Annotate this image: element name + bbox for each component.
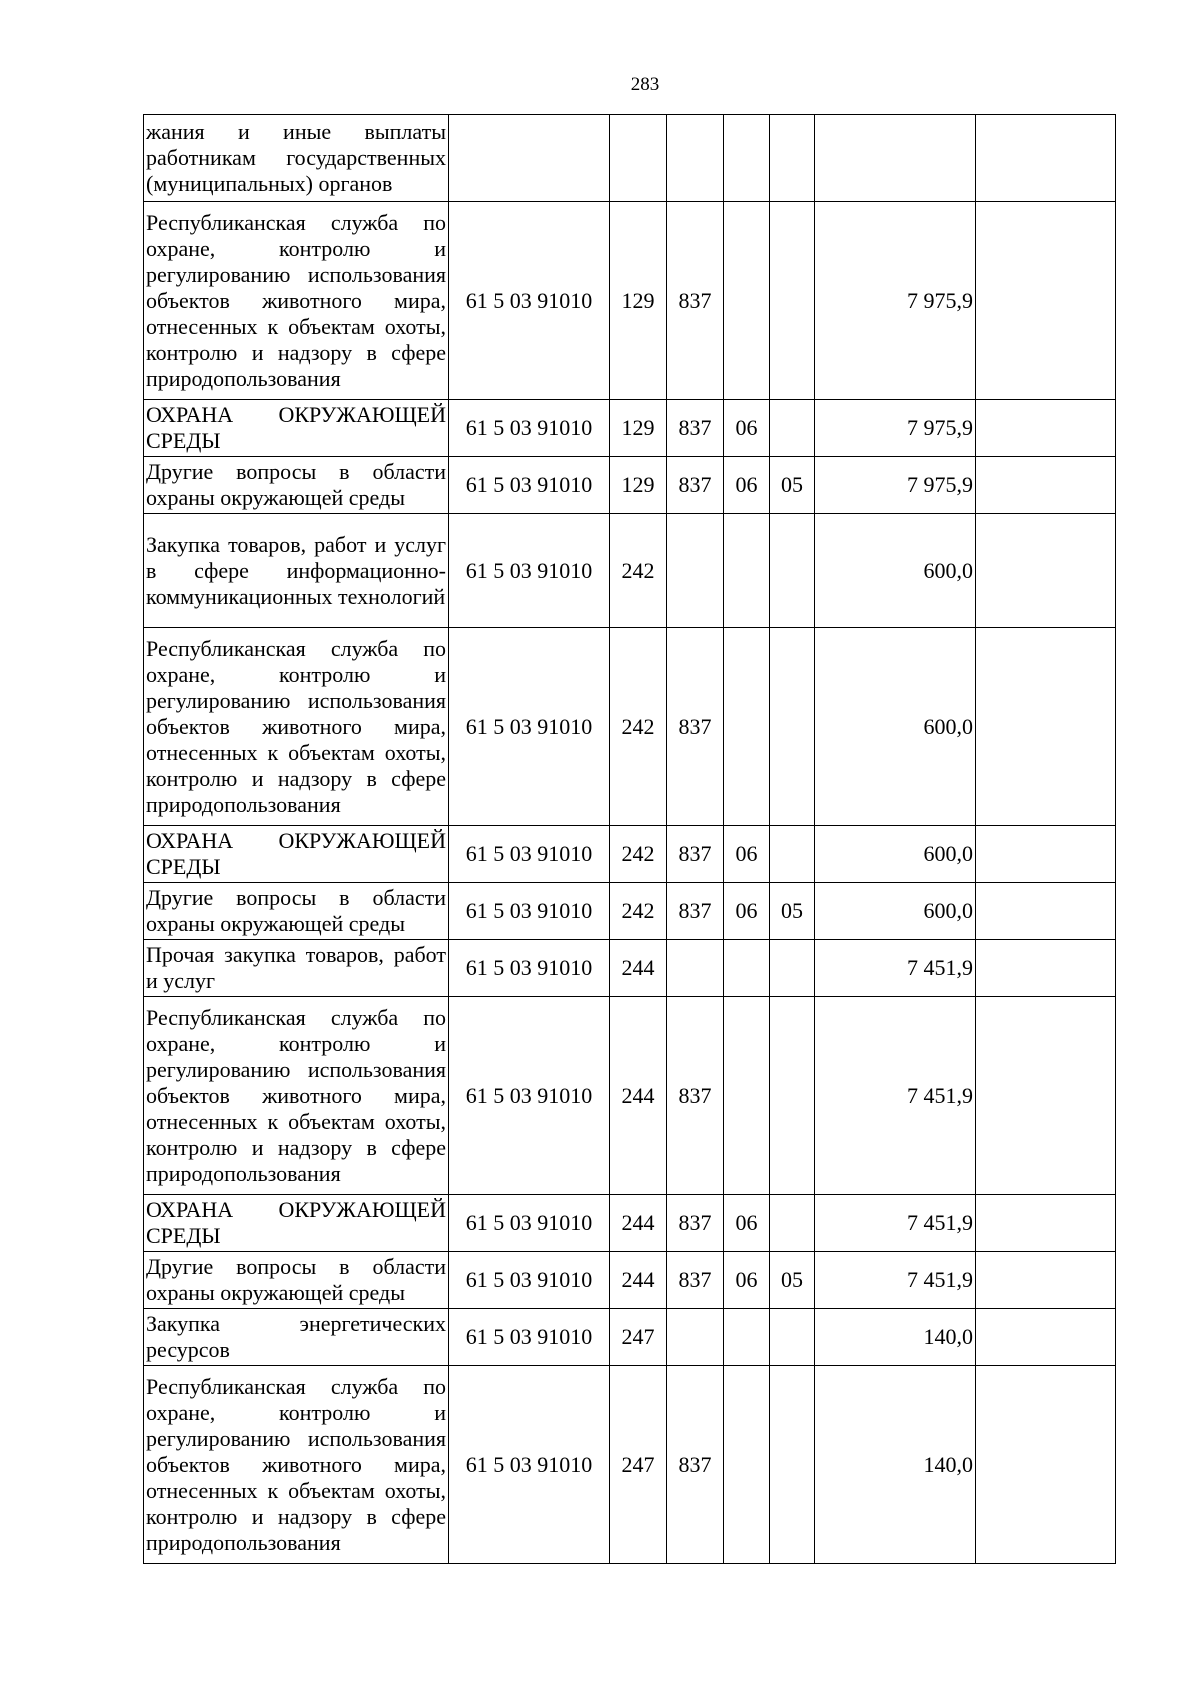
table-row [144, 1195, 1116, 1252]
row-amount-cell: 600,0 [815, 883, 976, 940]
row-amount-cell: 7 451,9 [815, 1252, 976, 1309]
row-name-cell: жания и иные выплаты работникам государственных (муниципальных) органов [144, 115, 449, 202]
row-amount-cell: 600,0 [815, 514, 976, 628]
row-amount-cell: 600,0 [815, 826, 976, 883]
row-name-cell: Другие вопросы в области охраны окружающей среды [144, 457, 449, 514]
row-ministry-cell: 837 [667, 997, 724, 1195]
row-section-cell [724, 628, 770, 826]
table-row [144, 400, 1116, 457]
row-name-cell: Республиканская служба по охране, контролю и регулированию использования объектов животного мира, отнесенных к объектам охоты, контролю и надзору в сфере природопользования [144, 1366, 449, 1564]
row-ministry-cell [667, 940, 724, 997]
row-expense-type-cell: 244 [610, 940, 667, 997]
row-section-cell: 06 [724, 1252, 770, 1309]
row-target-article-cell: 61 5 03 91010 [449, 202, 610, 400]
table-row [144, 940, 1116, 997]
row-extra-cell [976, 997, 1116, 1195]
row-expense-type-cell: 244 [610, 1195, 667, 1252]
row-subsection-cell: 05 [770, 1252, 815, 1309]
row-name-cell: ОХРАНА ОКРУЖАЮЩЕЙ СРЕДЫ [144, 1195, 449, 1252]
row-section-cell: 06 [724, 1195, 770, 1252]
row-ministry-cell: 837 [667, 1252, 724, 1309]
row-amount-cell: 7 975,9 [815, 400, 976, 457]
row-expense-type-cell: 244 [610, 1252, 667, 1309]
row-extra-cell [976, 883, 1116, 940]
row-amount-cell: 7 451,9 [815, 1195, 976, 1252]
table-row [144, 202, 1116, 400]
row-target-article-cell: 61 5 03 91010 [449, 1366, 610, 1564]
row-ministry-cell [667, 514, 724, 628]
row-ministry-cell: 837 [667, 628, 724, 826]
row-ministry-cell: 837 [667, 1366, 724, 1564]
row-extra-cell [976, 940, 1116, 997]
row-expense-type-cell: 129 [610, 457, 667, 514]
row-target-article-cell: 61 5 03 91010 [449, 940, 610, 997]
row-target-article-cell: 61 5 03 91010 [449, 628, 610, 826]
row-extra-cell [976, 457, 1116, 514]
row-expense-type-cell: 242 [610, 514, 667, 628]
row-extra-cell [976, 514, 1116, 628]
row-section-cell [724, 202, 770, 400]
row-section-cell [724, 940, 770, 997]
row-ministry-cell [667, 115, 724, 202]
table-row [144, 883, 1116, 940]
row-amount-cell: 140,0 [815, 1366, 976, 1564]
row-subsection-cell: 05 [770, 883, 815, 940]
row-section-cell [724, 997, 770, 1195]
row-section-cell: 06 [724, 826, 770, 883]
row-expense-type-cell: 242 [610, 883, 667, 940]
row-subsection-cell [770, 997, 815, 1195]
row-name-cell: ОХРАНА ОКРУЖАЮЩЕЙ СРЕДЫ [144, 400, 449, 457]
row-ministry-cell: 837 [667, 457, 724, 514]
row-target-article-cell: 61 5 03 91010 [449, 1252, 610, 1309]
row-subsection-cell [770, 400, 815, 457]
row-amount-cell: 7 975,9 [815, 202, 976, 400]
row-section-cell [724, 115, 770, 202]
row-name-cell: Прочая закупка товаров, работ и услуг [144, 940, 449, 997]
row-subsection-cell [770, 1195, 815, 1252]
row-expense-type-cell: 247 [610, 1309, 667, 1366]
table-row [144, 1309, 1116, 1366]
row-extra-cell [976, 628, 1116, 826]
row-expense-type-cell: 242 [610, 628, 667, 826]
row-subsection-cell [770, 1309, 815, 1366]
row-ministry-cell: 837 [667, 400, 724, 457]
row-target-article-cell: 61 5 03 91010 [449, 997, 610, 1195]
row-extra-cell [976, 202, 1116, 400]
row-extra-cell [976, 1252, 1116, 1309]
row-section-cell: 06 [724, 457, 770, 514]
row-amount-cell: 7 451,9 [815, 940, 976, 997]
table-row [144, 115, 1116, 202]
budget-table [143, 114, 1116, 1564]
table-row [144, 997, 1116, 1195]
row-target-article-cell [449, 115, 610, 202]
row-name-cell: Республиканская служба по охране, контролю и регулированию использования объектов животного мира, отнесенных к объектам охоты, контролю и надзору в сфере природопользования [144, 997, 449, 1195]
row-section-cell: 06 [724, 400, 770, 457]
row-section-cell [724, 1366, 770, 1564]
row-extra-cell [976, 826, 1116, 883]
row-ministry-cell [667, 1309, 724, 1366]
row-expense-type-cell: 129 [610, 202, 667, 400]
row-target-article-cell: 61 5 03 91010 [449, 883, 610, 940]
table-row [144, 1366, 1116, 1564]
row-name-cell: Республиканская служба по охране, контролю и регулированию использования объектов животного мира, отнесенных к объектам охоты, контролю и надзору в сфере природопользования [144, 628, 449, 826]
row-subsection-cell [770, 826, 815, 883]
row-name-cell: Закупка энергетических ресурсов [144, 1309, 449, 1366]
row-section-cell: 06 [724, 883, 770, 940]
row-expense-type-cell: 242 [610, 826, 667, 883]
row-expense-type-cell: 129 [610, 400, 667, 457]
table-row [144, 1252, 1116, 1309]
table-row [144, 514, 1116, 628]
row-ministry-cell: 837 [667, 1195, 724, 1252]
table-row [144, 457, 1116, 514]
row-amount-cell [815, 115, 976, 202]
row-ministry-cell: 837 [667, 826, 724, 883]
row-extra-cell [976, 1309, 1116, 1366]
row-name-cell: Закупка товаров, работ и услуг в сфере информационно-коммуникационных технологий [144, 514, 449, 628]
row-name-cell: ОХРАНА ОКРУЖАЮЩЕЙ СРЕДЫ [144, 826, 449, 883]
row-amount-cell: 7 451,9 [815, 997, 976, 1195]
row-amount-cell: 140,0 [815, 1309, 976, 1366]
row-extra-cell [976, 115, 1116, 202]
row-target-article-cell: 61 5 03 91010 [449, 826, 610, 883]
row-extra-cell [976, 1366, 1116, 1564]
row-ministry-cell: 837 [667, 883, 724, 940]
page-number: 283 [630, 74, 660, 95]
row-amount-cell: 7 975,9 [815, 457, 976, 514]
row-subsection-cell [770, 1366, 815, 1564]
row-extra-cell [976, 1195, 1116, 1252]
row-target-article-cell: 61 5 03 91010 [449, 1195, 610, 1252]
row-target-article-cell: 61 5 03 91010 [449, 457, 610, 514]
table-row [144, 628, 1116, 826]
row-expense-type-cell: 247 [610, 1366, 667, 1564]
row-subsection-cell [770, 115, 815, 202]
row-subsection-cell [770, 940, 815, 997]
table-body [144, 115, 1116, 1564]
row-extra-cell [976, 400, 1116, 457]
row-name-cell: Другие вопросы в области охраны окружающей среды [144, 1252, 449, 1309]
row-ministry-cell: 837 [667, 202, 724, 400]
row-name-cell: Другие вопросы в области охраны окружающей среды [144, 883, 449, 940]
row-section-cell [724, 1309, 770, 1366]
row-expense-type-cell [610, 115, 667, 202]
row-amount-cell: 600,0 [815, 628, 976, 826]
row-section-cell [724, 514, 770, 628]
row-subsection-cell: 05 [770, 457, 815, 514]
row-target-article-cell: 61 5 03 91010 [449, 1309, 610, 1366]
row-expense-type-cell: 244 [610, 997, 667, 1195]
table-row [144, 826, 1116, 883]
row-target-article-cell: 61 5 03 91010 [449, 400, 610, 457]
row-subsection-cell [770, 628, 815, 826]
row-name-cell: Республиканская служба по охране, контролю и регулированию использования объектов животного мира, отнесенных к объектам охоты, контролю и надзору в сфере природопользования [144, 202, 449, 400]
row-subsection-cell [770, 202, 815, 400]
row-subsection-cell [770, 514, 815, 628]
row-target-article-cell: 61 5 03 91010 [449, 514, 610, 628]
